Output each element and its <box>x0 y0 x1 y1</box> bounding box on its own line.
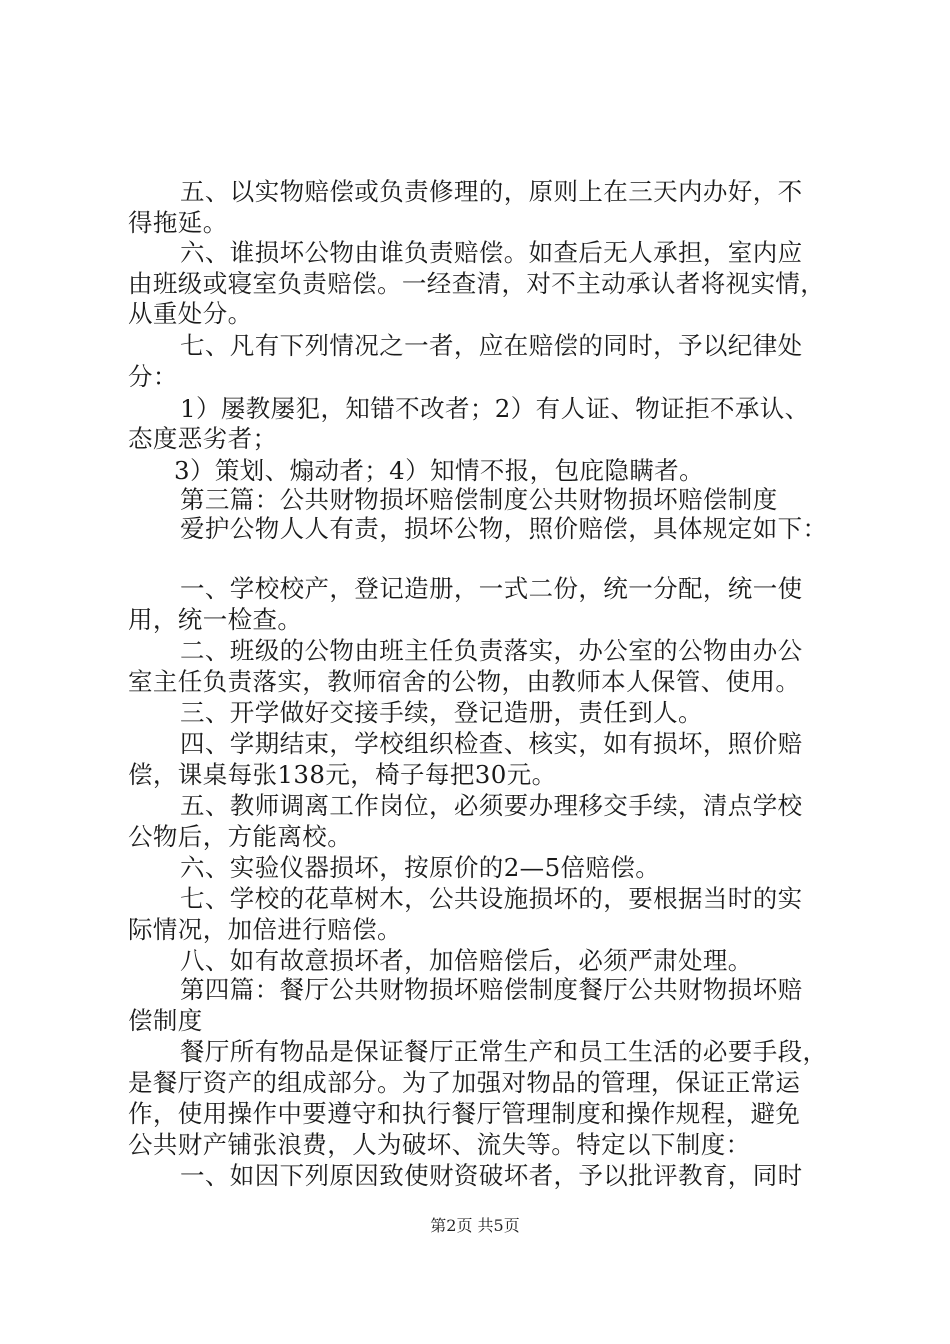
text-line: 从重处分。 <box>128 299 253 328</box>
text-line: 餐厅所有物品是保证餐厅正常生产和员工生活的必要手段， <box>180 1037 828 1066</box>
text-line: 四、学期结束，学校组织检查、核实，如有损坏，照价赔 <box>180 729 803 758</box>
text-line: 态度恶劣者； <box>128 424 278 453</box>
text-line: 八、如有故意损坏者，加倍赔偿后，必须严肃处理。 <box>180 946 753 975</box>
text-line: 公物后，方能离校。 <box>128 822 353 851</box>
text-line: 一、学校校产，登记造册，一式二份，统一分配，统一使 <box>180 574 803 603</box>
text-line: 一、如因下列原因致使财资破坏者，予以批评教育，同时 <box>180 1161 803 1190</box>
text-line: 五、教师调离工作岗位，必须要办理移交手续，清点学校 <box>180 791 803 820</box>
section-heading: 偿制度 <box>128 1006 203 1035</box>
text-line: 作，使用操作中要遵守和执行餐厅管理制度和操作规程，避免 <box>128 1099 801 1128</box>
text-line: 三、开学做好交接手续，登记造册，责任到人。 <box>180 698 703 727</box>
text-line: 1）屡教屡犯，知错不改者；2）有人证、物证拒不承认、 <box>180 394 810 423</box>
text-line: 二、班级的公物由班主任负责落实，办公室的公物由办公 <box>180 636 803 665</box>
text-line: 室主任负责落实，教师宿舍的公物，由教师本人保管、使用。 <box>128 667 801 696</box>
text-line: 际情况，加倍进行赔偿。 <box>128 915 402 944</box>
page-number-footer: 第2页 共5页 <box>430 1216 520 1235</box>
text-line: 七、凡有下列情况之一者，应在赔偿的同时，予以纪律处 <box>180 331 803 360</box>
text-line: 用，统一检查。 <box>128 605 303 634</box>
text-line: 六、谁损坏公物由谁负责赔偿。如查后无人承担，室内应 <box>180 238 803 267</box>
text-line: 偿，课桌每张138元，椅子每把30元。 <box>128 760 557 789</box>
text-line: 得拖延。 <box>128 208 228 237</box>
text-line: 五、以实物赔偿或负责修理的，原则上在三天内办好，不 <box>180 177 803 206</box>
text-line: 七、学校的花草树木，公共设施损坏的，要根据当时的实 <box>180 884 803 913</box>
text-line: 由班级或寝室负责赔偿。一经查清，对不主动承认者将视实情， <box>128 269 826 298</box>
section-heading: 第三篇：公共财物损坏赔偿制度公共财物损坏赔偿制度 <box>180 485 778 514</box>
text-line: 六、实验仪器损坏，按原价的2—5倍赔偿。 <box>180 853 661 882</box>
section-heading: 第四篇：餐厅公共财物损坏赔偿制度餐厅公共财物损坏赔 <box>180 975 803 1004</box>
text-line: 爱护公物人人有责，损坏公物，照价赔偿，具体规定如下： <box>180 514 828 543</box>
text-line: 分： <box>128 362 178 391</box>
text-line: 公共财产铺张浪费，人为破坏、流失等。特定以下制度： <box>128 1130 751 1159</box>
text-line: 是餐厅资产的组成部分。为了加强对物品的管理，保证正常运 <box>128 1068 801 1097</box>
text-line: 3）策划、煽动者；4）知情不报，包庇隐瞒者。 <box>174 456 704 485</box>
